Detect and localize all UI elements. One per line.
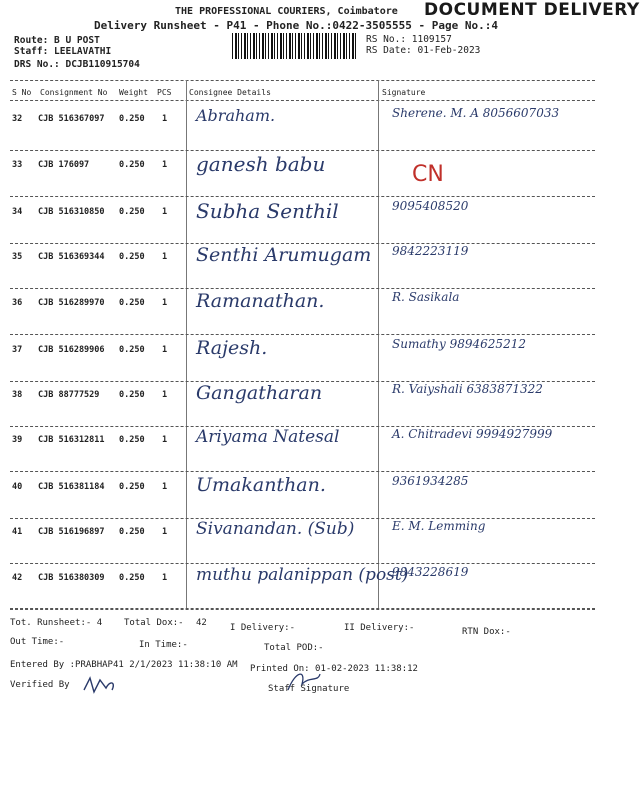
row-divider	[10, 288, 595, 289]
row-sno: 36	[12, 298, 23, 308]
total-pod: Total POD:-	[264, 643, 324, 653]
row-divider	[10, 196, 595, 197]
row-weight: 0.250	[119, 573, 145, 583]
row-signature: 9095408520	[392, 199, 469, 213]
row-consignment: CJB 516289906	[38, 345, 105, 355]
total-dox-value: 42	[196, 618, 207, 628]
row-weight: 0.250	[119, 160, 145, 170]
row-consignment: CJB 516380309	[38, 573, 105, 583]
verified-by: Verified By	[10, 680, 70, 690]
row-signature: A. Chitradevi 9994927999	[392, 427, 553, 441]
row-signature: CN	[412, 162, 444, 187]
total-dox-label: Total Dox:-	[124, 618, 184, 628]
rs-date: RS Date: 01-Feb-2023	[366, 45, 481, 56]
col-consignee: Consignee Details	[189, 88, 271, 97]
row-pcs: 1	[162, 345, 168, 355]
row-divider	[10, 609, 595, 610]
document-delivery-stamp: DOCUMENT DELIVERY	[424, 0, 640, 20]
row-consignment: CJB 516381184	[38, 482, 105, 492]
row-pcs: 1	[162, 435, 168, 445]
row-sno: 37	[12, 345, 23, 355]
row-weight: 0.250	[119, 435, 145, 445]
drs-number: DRS No.: DCJB110915704	[14, 59, 140, 70]
row-consignee-name: Rajesh.	[196, 337, 268, 359]
row-signature: 9361934285	[392, 474, 469, 488]
printed-on: Printed On: 01-02-2023 11:38:12	[250, 664, 418, 674]
row-consignment: CJB 516196897	[38, 527, 105, 537]
route-label: Route: B U POST	[14, 35, 100, 46]
column-rule	[186, 80, 187, 608]
row-weight: 0.250	[119, 252, 145, 262]
row-sno: 33	[12, 160, 23, 170]
ii-delivery: II Delivery:-	[344, 623, 415, 633]
row-signature: Sherene. M. A 8056607033	[392, 106, 560, 120]
row-consignee-name: Abraham.	[196, 106, 276, 125]
row-pcs: 1	[162, 298, 168, 308]
col-sno: S No	[12, 88, 32, 97]
row-divider	[10, 150, 595, 151]
staff-label: Staff: LEELAVATHI	[14, 46, 112, 57]
row-weight: 0.250	[119, 298, 145, 308]
row-pcs: 1	[162, 207, 168, 217]
row-signature: R. Sasikala	[392, 290, 460, 304]
row-weight: 0.250	[119, 390, 145, 400]
row-consignee-name: Sivanandan. (Sub)	[196, 519, 355, 539]
row-consignee-name: Gangatharan	[196, 382, 323, 404]
barcode	[232, 33, 357, 59]
row-sno: 40	[12, 482, 23, 492]
row-consignee-name: ganesh babu	[196, 152, 326, 176]
row-pcs: 1	[162, 482, 168, 492]
row-sno: 34	[12, 207, 23, 217]
row-weight: 0.250	[119, 482, 145, 492]
staff-signature: Staff Signature	[268, 684, 350, 694]
out-time: Out Time:-	[10, 637, 65, 647]
row-consignment: CJB 176097	[38, 160, 90, 170]
row-divider	[10, 471, 595, 472]
row-consignee-name: Subha Senthil	[196, 199, 339, 223]
row-pcs: 1	[162, 527, 168, 537]
row-divider	[10, 563, 595, 564]
staff-signature-mark	[284, 666, 324, 696]
row-sno: 35	[12, 252, 23, 262]
row-pcs: 1	[162, 160, 168, 170]
row-pcs: 1	[162, 252, 168, 262]
row-consignment: CJB 88777529	[38, 390, 100, 400]
row-signature: Sumathy 9894625212	[392, 337, 526, 351]
row-pcs: 1	[162, 573, 168, 583]
row-sno: 32	[12, 114, 23, 124]
company-name: THE PROFESSIONAL COURIERS, Coimbatore	[175, 6, 398, 17]
row-consignment: CJB 516367097	[38, 114, 105, 124]
verifier-signature	[80, 670, 120, 698]
col-pcs: PCS	[157, 88, 172, 97]
rs-number: RS No.: 1109157	[366, 34, 452, 45]
row-consignee-name: Ariyama Natesal	[196, 427, 340, 447]
row-pcs: 1	[162, 390, 168, 400]
row-consignee-name: Ramanathan.	[196, 290, 325, 312]
row-sno: 38	[12, 390, 23, 400]
row-consignment: CJB 516289970	[38, 298, 105, 308]
col-signature: Signature	[382, 88, 426, 97]
row-sno: 42	[12, 573, 23, 583]
row-consignment: CJB 516312811	[38, 435, 105, 445]
header-divider-bottom	[10, 100, 595, 101]
table-bottom-divider	[10, 608, 595, 609]
row-consignee-name: Umakanthan.	[196, 474, 326, 496]
row-sno: 39	[12, 435, 23, 445]
rtn-dox: RTN Dox:-	[462, 627, 511, 637]
row-sno: 41	[12, 527, 23, 537]
row-signature: 9842223119	[392, 244, 469, 258]
row-consignment: CJB 516369344	[38, 252, 105, 262]
col-weight: Weight	[119, 88, 148, 97]
row-signature: E. M. Lemming	[392, 519, 486, 533]
header-divider-top	[10, 80, 595, 81]
row-weight: 0.250	[119, 527, 145, 537]
runsheet-title: Delivery Runsheet - P41 - Phone No.:0422-3505555 - Page No.:4	[94, 19, 498, 32]
row-weight: 0.250	[119, 207, 145, 217]
row-consignee-name: muthu palanippan (post)	[196, 565, 409, 585]
entered-by: Entered By :PRABHAP41 2/1/2023 11:38:10 AM	[10, 660, 238, 670]
col-consignment: Consignment No	[40, 88, 108, 97]
row-signature: R. Vaiyshali 6383871322	[392, 382, 543, 396]
row-pcs: 1	[162, 114, 168, 124]
in-time: In Time:-	[139, 640, 188, 650]
column-rule	[378, 80, 379, 608]
row-consignment: CJB 516310850	[38, 207, 105, 217]
row-weight: 0.250	[119, 114, 145, 124]
row-weight: 0.250	[119, 345, 145, 355]
tot-runsheet: Tot. Runsheet:- 4	[10, 618, 103, 628]
row-consignee-name: Senthi Arumugam	[196, 244, 372, 266]
row-signature: 9843228619	[392, 565, 469, 579]
i-delivery: I Delivery:-	[230, 623, 296, 633]
row-divider	[10, 334, 595, 335]
